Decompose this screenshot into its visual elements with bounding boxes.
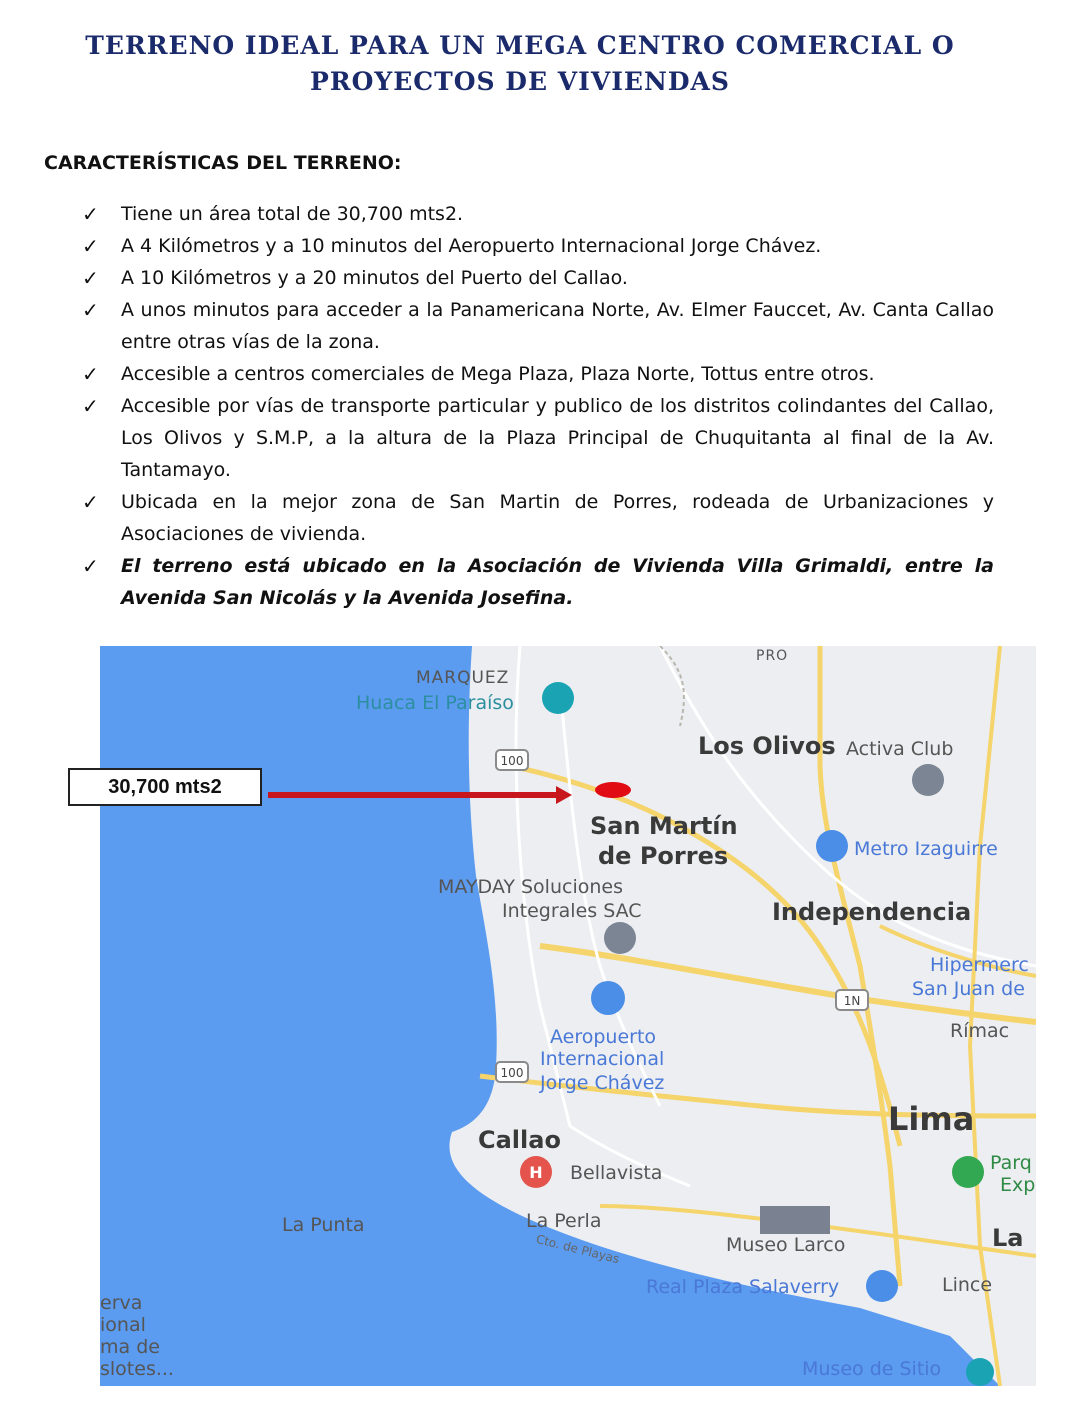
site-marker <box>595 782 631 798</box>
feature-item <box>80 198 994 230</box>
place-pin-icon <box>604 922 636 954</box>
map-label-callao: Callao <box>478 1126 561 1154</box>
feature-item <box>80 486 994 550</box>
park-icon <box>952 1156 984 1188</box>
title-line-1: TERRENO IDEAL PARA UN MEGA CENTRO COMERCIAL O <box>85 31 955 60</box>
map-label-parq-2: Exp <box>1000 1174 1036 1196</box>
map-label-hiper-2: San Juan de <box>912 978 1025 1000</box>
map-label-reserva-3: ma de <box>100 1336 160 1358</box>
document-title <box>40 28 1000 100</box>
feature-text: A 4 Kilómetros y a 10 minutos del Aeropuerto Internacional Jorge Chávez. <box>121 235 822 257</box>
map-label-la: La <box>992 1224 1024 1252</box>
checkmark-icon: ✓ <box>82 362 99 386</box>
feature-item <box>80 230 994 262</box>
checkmark-icon: ✓ <box>82 202 99 226</box>
hospital-icon-glyph: H <box>529 1163 543 1182</box>
map-label-reserva-1: erva <box>100 1292 143 1314</box>
feature-item <box>80 358 994 390</box>
map-label-lince: Lince <box>942 1274 993 1296</box>
feature-text: Accesible a centros comerciales de Mega Plaza, Plaza Norte, Tottus entre otros. <box>121 363 875 385</box>
feature-item <box>80 262 994 294</box>
map-label-aero-2: Internacional <box>540 1048 665 1070</box>
map-label-bellavista: Bellavista <box>570 1162 663 1184</box>
map-label-rimac: Rímac <box>950 1020 1010 1042</box>
map-label-aero-3: Jorge Chávez <box>540 1072 665 1094</box>
map-label-metro: Metro Izaguirre <box>854 838 998 860</box>
arrow-head-icon <box>556 786 572 804</box>
map-label-mayday-1: MAYDAY Soluciones <box>438 876 623 898</box>
feature-list <box>80 198 994 614</box>
feature-item <box>80 390 994 486</box>
arrow-shaft <box>268 792 560 798</box>
map-label-la-punta: La Punta <box>282 1214 365 1236</box>
feature-text: Tiene un área total de 30,700 mts2. <box>121 203 464 225</box>
museo-larco-building <box>760 1206 830 1234</box>
feature-item-location <box>80 550 994 614</box>
map-label-museo-sitio: Museo de Sitio <box>802 1358 942 1380</box>
checkmark-icon: ✓ <box>82 234 99 258</box>
map-label-museo-larco: Museo Larco <box>726 1234 846 1256</box>
map-label-marquez: MARQUEZ <box>416 668 510 688</box>
map-label-smp-1: San Martín <box>590 812 738 840</box>
map-label-pro: PRO <box>756 648 789 664</box>
cart-icon <box>816 830 848 862</box>
place-pin-icon <box>912 764 944 796</box>
checkmark-icon: ✓ <box>82 394 99 418</box>
title-line-2: PROYECTOS DE VIVIENDAS <box>310 67 730 96</box>
camera-icon <box>542 682 574 714</box>
map-label-independencia: Independencia <box>772 898 972 926</box>
location-map <box>100 646 1036 1386</box>
checkmark-icon: ✓ <box>82 554 99 578</box>
route-shield-1n-label: 1N <box>843 994 861 1008</box>
feature-item <box>80 294 994 358</box>
area-callout: 30,700 mts2 <box>68 768 262 806</box>
checkmark-icon: ✓ <box>82 266 99 290</box>
map-label-aero-1: Aeropuerto <box>550 1026 657 1048</box>
section-heading: CARACTERÍSTICAS DEL TERRENO: <box>44 152 402 174</box>
map-label-hiper-1: Hipermerc <box>930 954 1029 976</box>
feature-text: Accesible por vías de transporte particular y publico de los distritos colindantes del Callao, Los Olivos y S.M.P, a la altura de la Plaza Principal de Chuquitanta al final de la Av. Tantamayo. <box>121 395 994 481</box>
shopping-icon <box>866 1270 898 1302</box>
route-shield-100-label: 100 <box>500 754 524 768</box>
feature-text: A 10 Kilómetros y a 20 minutos del Puerto del Callao. <box>121 267 628 289</box>
map-label-parq-1: Parq <box>990 1152 1032 1174</box>
checkmark-icon: ✓ <box>82 298 99 322</box>
checkmark-icon: ✓ <box>82 490 99 514</box>
route-shield-100-label: 100 <box>500 1066 524 1080</box>
map-label-huaca: Huaca El Paraíso <box>356 692 514 714</box>
map-label-real-plaza: Real Plaza Salaverry <box>646 1276 840 1298</box>
map-label-smp-2: de Porres <box>598 842 729 870</box>
map-label-reserva-2: ional <box>100 1314 146 1336</box>
map-label-mayday-2: Integrales SAC <box>502 900 642 922</box>
map-label-la-perla: La Perla <box>526 1210 602 1232</box>
feature-text: A unos minutos para acceder a la Panamericana Norte, Av. Elmer Fauccet, Av. Canta Callao entre otras vías de la zona. <box>121 299 994 353</box>
feature-text: El terreno está ubicado en la Asociación de Vivienda Villa Grimaldi, entre la Avenida San Nicolás y la Avenida Josefina. <box>121 555 994 609</box>
map-label-reserva-4: slotes... <box>100 1358 174 1380</box>
map-label-lima: Lima <box>888 1100 975 1138</box>
map-label-los-olivos: Los Olivos <box>698 732 836 760</box>
airplane-icon <box>591 981 625 1015</box>
map-label-activa: Activa Club <box>846 738 954 760</box>
feature-text: Ubicada en la mejor zona de San Martin de Porres, rodeada de Urbanizaciones y Asociaciones de vivienda. <box>121 491 994 545</box>
museum-icon <box>966 1358 994 1386</box>
map-label-cto-playas: Cto. de Playas <box>534 1232 621 1267</box>
